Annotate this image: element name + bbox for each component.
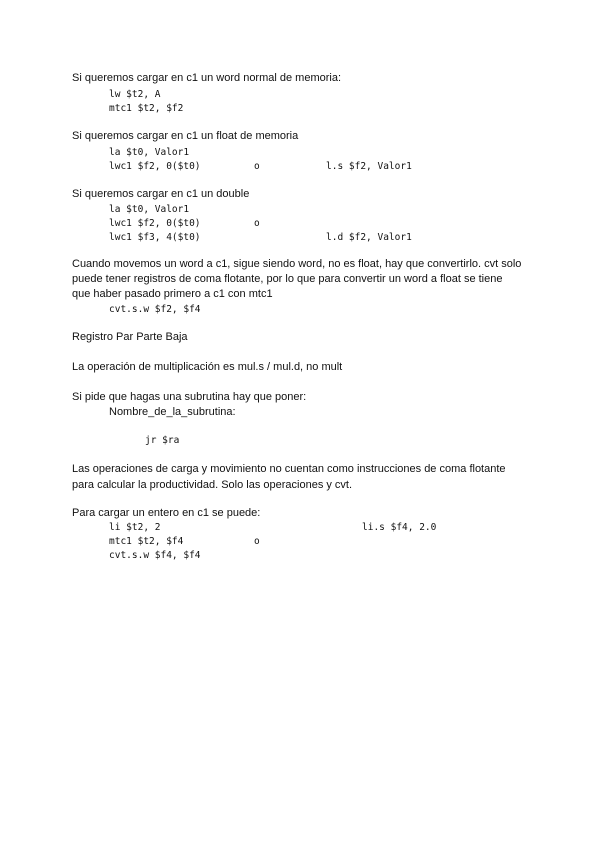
productivity-paragraph-line: Las operaciones de carga y movimiento no cuentan como instrucciones de coma flotante xyxy=(72,463,506,475)
code-line: li $t2, 2 xyxy=(109,522,161,533)
code-line: cvt.s.w $f2, $f4 xyxy=(109,304,201,315)
subroutine-heading: Si pide que hagas una subrutina hay que poner: xyxy=(72,391,307,403)
register-pair-note: Registro Par Parte Baja xyxy=(72,331,188,343)
convert-paragraph-line: que haber pasado primero a c1 con mtc1 xyxy=(72,288,273,300)
code-line: lwc1 $f2, 0($t0) xyxy=(109,161,201,172)
or-separator: o xyxy=(254,218,260,229)
code-line: mtc1 $t2, $f2 xyxy=(109,103,184,114)
multiplication-note: La operación de multiplicación es mul.s / mul.d, no mult xyxy=(72,361,343,373)
code-line: mtc1 $t2, $f4 xyxy=(109,536,184,547)
load-integer-heading: Para cargar un entero en c1 se puede: xyxy=(72,507,261,519)
or-separator: o xyxy=(254,161,260,172)
load-double-heading: Si queremos cargar en c1 un double xyxy=(72,188,250,200)
or-separator: o xyxy=(254,536,260,547)
convert-paragraph-line: puede tener registros de coma flotante, por lo que para convertir un word a float se tiene xyxy=(72,273,503,285)
code-line: lwc1 $f2, 0($t0) xyxy=(109,218,201,229)
code-line: la $t0, Valor1 xyxy=(109,204,190,215)
convert-paragraph-line: Cuando movemos un word a c1, sigue siendo word, no es float, hay que convertirlo. cvt solo xyxy=(72,258,522,270)
code-line-alt: l.s $f2, Valor1 xyxy=(326,161,412,172)
productivity-paragraph-line: para calcular la productividad. Solo las operaciones y cvt. xyxy=(72,479,353,491)
code-line-alt: l.d $f2, Valor1 xyxy=(326,232,412,243)
code-line: cvt.s.w $f4, $f4 xyxy=(109,550,201,561)
code-line: lw $t2, A xyxy=(109,89,161,100)
code-line-alt: li.s $f4, 2.0 xyxy=(362,522,437,533)
code-line: la $t0, Valor1 xyxy=(109,147,190,158)
load-float-heading: Si queremos cargar en c1 un float de memoria xyxy=(72,130,299,142)
subroutine-name: Nombre_de_la_subrutina: xyxy=(109,406,236,418)
load-word-heading: Si queremos cargar en c1 un word normal de memoria: xyxy=(72,72,342,84)
code-line: lwc1 $f3, 4($t0) xyxy=(109,232,201,243)
code-line: jr $ra xyxy=(145,435,180,446)
